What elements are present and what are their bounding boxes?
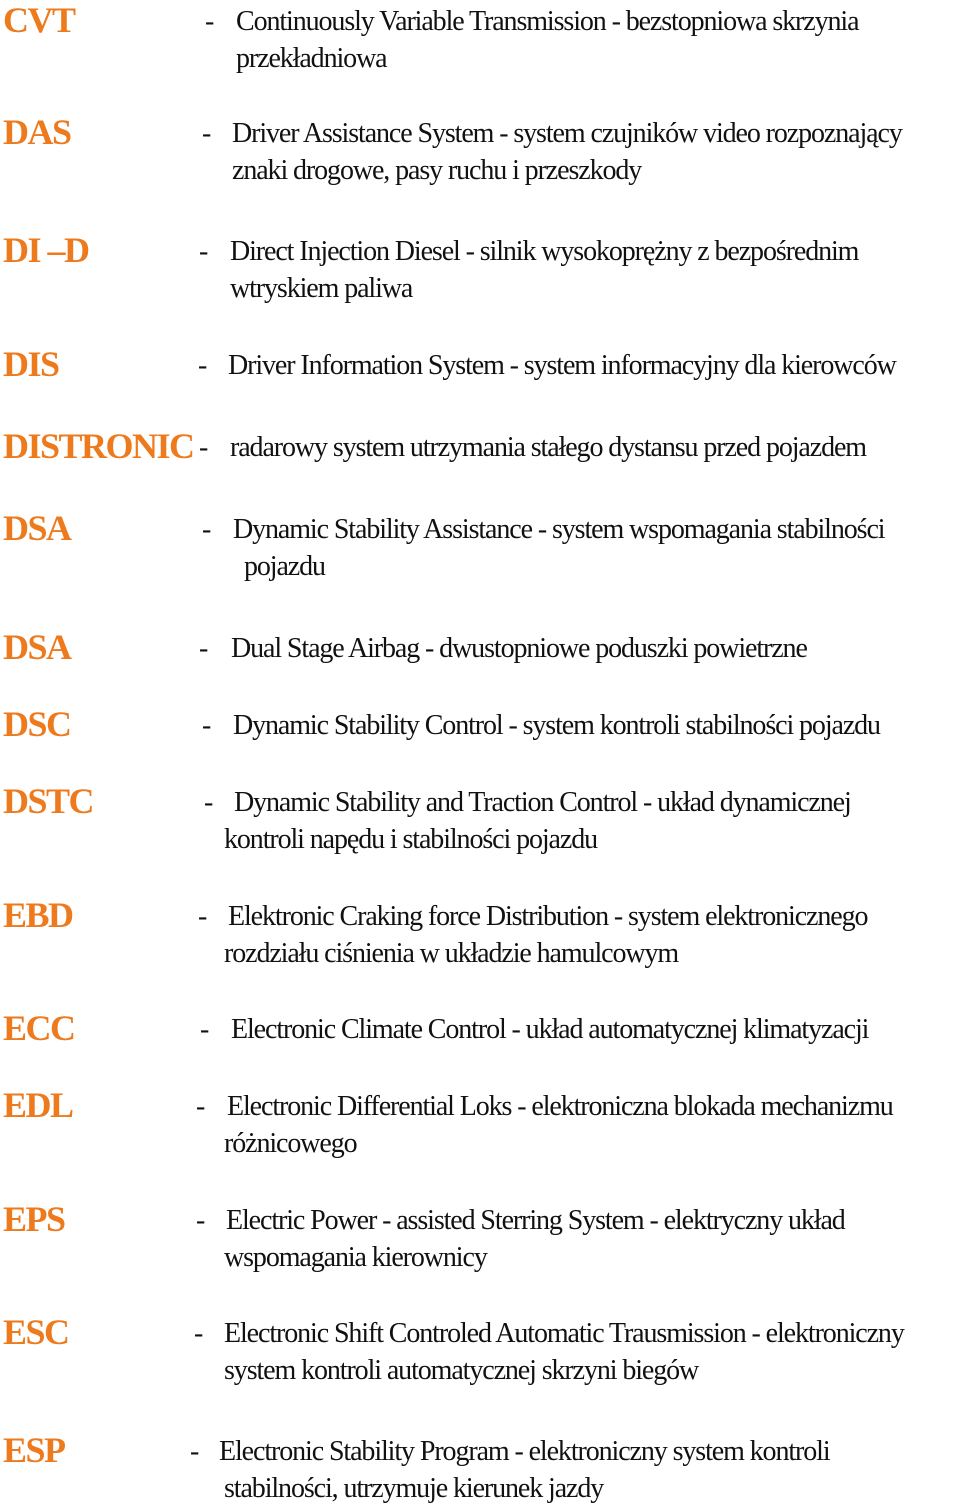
definition [224, 1316, 904, 1389]
abbreviation: DI –D [3, 232, 89, 268]
definition [233, 512, 884, 585]
abbreviation: DSA [3, 510, 71, 546]
abbreviation: EDL [3, 1087, 73, 1123]
definition-line-1: Dynamic Stability Assistance - system wspomagania stabilności [233, 514, 884, 545]
abbreviation: ECC [3, 1010, 75, 1046]
definition-line-1: Driver Assistance System - system czujników video rozpoznający [232, 118, 902, 149]
definition-line-1: Electronic Differential Loks - elektroniczna blokada mechanizmu [224, 1091, 893, 1122]
abbreviation: DAS [3, 114, 71, 150]
definition [219, 1434, 830, 1507]
abbreviation: DSC [3, 706, 71, 742]
definition-line-1: Continuously Variable Transmission - bezstopniowa skrzynia [236, 6, 858, 37]
definition-line-2: przekładniowa [236, 41, 858, 78]
dash: - [204, 785, 213, 821]
definition-line-1: Dynamic Stability Control - system kontroli stabilności pojazdu [233, 710, 880, 741]
dash: - [194, 1316, 203, 1352]
definition [233, 708, 880, 745]
abbreviation: DIS [3, 346, 59, 382]
definition [230, 430, 866, 467]
definition-line-2: wtryskiem paliwa [230, 271, 858, 308]
definition [230, 234, 858, 307]
abbreviation: DSTC [3, 783, 93, 819]
definition-line-1: Electronic Climate Control - układ automatycznej klimatyzacji [231, 1014, 868, 1045]
definition [224, 1089, 893, 1162]
definition-line-1: Dynamic Stability and Traction Control - układ dynamicznej [224, 787, 851, 818]
definition [231, 631, 807, 668]
dash: - [198, 899, 207, 935]
dash: - [198, 348, 207, 384]
definition-line-1: Driver Information System - system informacyjny dla kierowców [228, 350, 896, 381]
definition [231, 1012, 868, 1049]
definition-line-2: stabilności, utrzymuje kierunek jazdy [219, 1471, 830, 1507]
definition-line-1: Direct Injection Diesel - silnik wysokoprężny z bezpośrednim [230, 236, 858, 267]
definition [224, 899, 867, 972]
definition-line-2: kontroli napędu i stabilności pojazdu [224, 822, 851, 859]
definition-line-2: różnicowego [224, 1126, 893, 1163]
definition-line-1: Elektronic Craking force Distribution - system elektronicznego [224, 901, 867, 932]
dash: - [196, 1203, 205, 1239]
definition-line-2: wspomagania kierownicy [224, 1240, 845, 1277]
dash: - [199, 430, 208, 466]
abbreviation: EBD [3, 897, 73, 933]
dash: - [199, 631, 208, 667]
dash: - [200, 1012, 209, 1048]
dash: - [196, 1089, 205, 1125]
dash: - [205, 4, 214, 40]
definition-line-2: system kontroli automatycznej skrzyni biegów [224, 1353, 904, 1390]
abbreviation: CVT [3, 2, 75, 38]
definition-line-1: Electronic Shift Controled Automatic Trausmission - elektroniczny [224, 1318, 904, 1349]
abbreviation: ESC [3, 1314, 69, 1350]
definition [228, 348, 896, 385]
abbreviation: DISTRONIC [3, 428, 194, 464]
abbreviation: EPS [3, 1201, 65, 1237]
definition-line-2: rozdziału ciśnienia w układzie hamulcowym [224, 936, 867, 973]
definition-line-1: radarowy system utrzymania stałego dystansu przed pojazdem [230, 432, 866, 463]
definition-line-1: Electronic Stability Program - elektroniczny system kontroli [219, 1436, 830, 1467]
abbreviation: ESP [3, 1432, 65, 1468]
definition-line-1: Dual Stage Airbag - dwustopniowe poduszki powietrzne [231, 633, 807, 664]
definition [224, 785, 851, 858]
definition-line-2: pojazdu [233, 549, 884, 586]
definition-line-1: Electric Power - assisted Sterring System - elektryczny układ [224, 1205, 845, 1236]
dash: - [202, 708, 211, 744]
definition-line-2: znaki drogowe, pasy ruchu i przeszkody [232, 153, 902, 190]
dash: - [199, 234, 208, 270]
dash: - [190, 1434, 199, 1470]
definition [236, 4, 858, 77]
dash: - [202, 116, 211, 152]
dash: - [202, 512, 211, 548]
definition [224, 1203, 845, 1276]
definition [232, 116, 902, 189]
abbreviation: DSA [3, 629, 71, 665]
